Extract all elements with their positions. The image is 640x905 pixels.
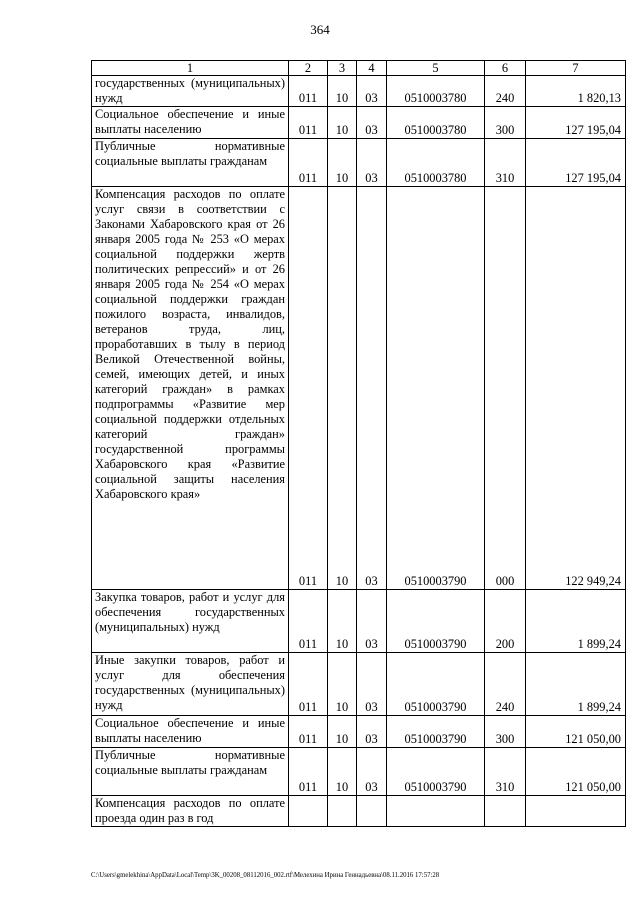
header-cell: 3 bbox=[328, 61, 357, 76]
cell-target-article: 0510003790 bbox=[387, 748, 485, 796]
row-description: Социальное обеспечение и иные выплаты населению bbox=[92, 716, 289, 748]
cell-amount: 122 949,24 bbox=[526, 187, 626, 590]
cell-section: 10 bbox=[328, 748, 357, 796]
table-row bbox=[92, 716, 626, 748]
cell-subsection: 03 bbox=[357, 716, 387, 748]
table-row bbox=[92, 796, 626, 827]
table-row bbox=[92, 107, 626, 139]
budget-table bbox=[91, 60, 626, 827]
cell-subsection: 03 bbox=[357, 76, 387, 107]
cell-amount: 127 195,04 bbox=[526, 139, 626, 187]
cell-section: 10 bbox=[328, 187, 357, 590]
cell-ministry-code: 011 bbox=[289, 139, 328, 187]
table-row bbox=[92, 76, 626, 107]
cell-subsection bbox=[357, 796, 387, 827]
cell-target-article: 0510003780 bbox=[387, 139, 485, 187]
cell-ministry-code: 011 bbox=[289, 748, 328, 796]
cell-ministry-code: 011 bbox=[289, 653, 328, 716]
cell-subsection: 03 bbox=[357, 653, 387, 716]
cell-subsection: 03 bbox=[357, 107, 387, 139]
cell-target-article: 0510003780 bbox=[387, 76, 485, 107]
cell-section: 10 bbox=[328, 716, 357, 748]
cell-expense-type: 310 bbox=[485, 748, 526, 796]
header-cell: 1 bbox=[92, 61, 289, 76]
cell-ministry-code: 011 bbox=[289, 107, 328, 139]
cell-amount: 1 899,24 bbox=[526, 590, 626, 653]
header-cell: 6 bbox=[485, 61, 526, 76]
cell-target-article: 0510003780 bbox=[387, 107, 485, 139]
cell-subsection: 03 bbox=[357, 139, 387, 187]
table-row bbox=[92, 748, 626, 796]
header-cell: 7 bbox=[526, 61, 626, 76]
cell-amount: 121 050,00 bbox=[526, 748, 626, 796]
row-description: Закупка товаров, работ и услуг для обеспечения государственных (муниципальных) нужд bbox=[92, 590, 289, 653]
cell-section bbox=[328, 796, 357, 827]
cell-expense-type: 300 bbox=[485, 107, 526, 139]
cell-amount: 121 050,00 bbox=[526, 716, 626, 748]
header-cell: 5 bbox=[387, 61, 485, 76]
cell-section: 10 bbox=[328, 76, 357, 107]
row-description: Компенсация расходов по оплате проезда один раз в год bbox=[92, 796, 289, 827]
cell-expense-type: 000 bbox=[485, 187, 526, 590]
cell-expense-type: 240 bbox=[485, 653, 526, 716]
cell-ministry-code: 011 bbox=[289, 187, 328, 590]
cell-subsection: 03 bbox=[357, 187, 387, 590]
cell-section: 10 bbox=[328, 653, 357, 716]
cell-section: 10 bbox=[328, 107, 357, 139]
row-description: государственных (муниципальных) нужд bbox=[92, 76, 289, 107]
cell-amount: 1 820,13 bbox=[526, 76, 626, 107]
cell-target-article bbox=[387, 796, 485, 827]
table-row bbox=[92, 139, 626, 187]
cell-expense-type: 240 bbox=[485, 76, 526, 107]
row-description: Публичные нормативные социальные выплаты гражданам bbox=[92, 139, 289, 187]
cell-target-article: 0510003790 bbox=[387, 187, 485, 590]
header-row bbox=[92, 61, 626, 76]
cell-section: 10 bbox=[328, 139, 357, 187]
row-description: Компенсация расходов по оплате услуг связи в соответствии с Законами Хабаровского края от 26 января 2005 года № 253 «О мерах социальной поддержки жертв политических репрессий» и от 26 января 2005 года № 254 «О мерах социальной поддержки граждан пожилого возраста, инвалидов, ветеранов труда, лиц, проработавших в тылу в период Великой Отечественной войны, семей, имеющих детей, и иных категорий граждан» в рамках подпрограммы «Развитие мер социальной поддержки отдельных категорий граждан» государственной программы Хабаровского края «Развитие социальной защиты населения Хабаровского края» bbox=[92, 187, 289, 590]
cell-subsection: 03 bbox=[357, 748, 387, 796]
file-path-footer: C:\Users\gmelekhina\AppData\Local\Temp\3K_00208_08112016_002.rtf\Мелехина Ирина Геннадьевна\08.11.2016 17:57:28 bbox=[91, 872, 440, 879]
header-cell: 4 bbox=[357, 61, 387, 76]
row-description: Социальное обеспечение и иные выплаты населению bbox=[92, 107, 289, 139]
cell-ministry-code: 011 bbox=[289, 76, 328, 107]
cell-expense-type: 300 bbox=[485, 716, 526, 748]
cell-amount bbox=[526, 796, 626, 827]
header-cell: 2 bbox=[289, 61, 328, 76]
cell-expense-type bbox=[485, 796, 526, 827]
cell-expense-type: 200 bbox=[485, 590, 526, 653]
cell-ministry-code: 011 bbox=[289, 590, 328, 653]
page-number: 364 bbox=[310, 22, 330, 37]
cell-ministry-code: 011 bbox=[289, 716, 328, 748]
row-description: Иные закупки товаров, работ и услуг для обеспечения государственных (муниципальных) нужд bbox=[92, 653, 289, 716]
cell-ministry-code bbox=[289, 796, 328, 827]
cell-target-article: 0510003790 bbox=[387, 653, 485, 716]
cell-subsection: 03 bbox=[357, 590, 387, 653]
table-row bbox=[92, 590, 626, 653]
cell-target-article: 0510003790 bbox=[387, 590, 485, 653]
cell-target-article: 0510003790 bbox=[387, 716, 485, 748]
cell-amount: 1 899,24 bbox=[526, 653, 626, 716]
row-description: Публичные нормативные социальные выплаты гражданам bbox=[92, 748, 289, 796]
cell-section: 10 bbox=[328, 590, 357, 653]
table-row bbox=[92, 653, 626, 716]
cell-amount: 127 195,04 bbox=[526, 107, 626, 139]
table-row bbox=[92, 187, 626, 590]
cell-expense-type: 310 bbox=[485, 139, 526, 187]
